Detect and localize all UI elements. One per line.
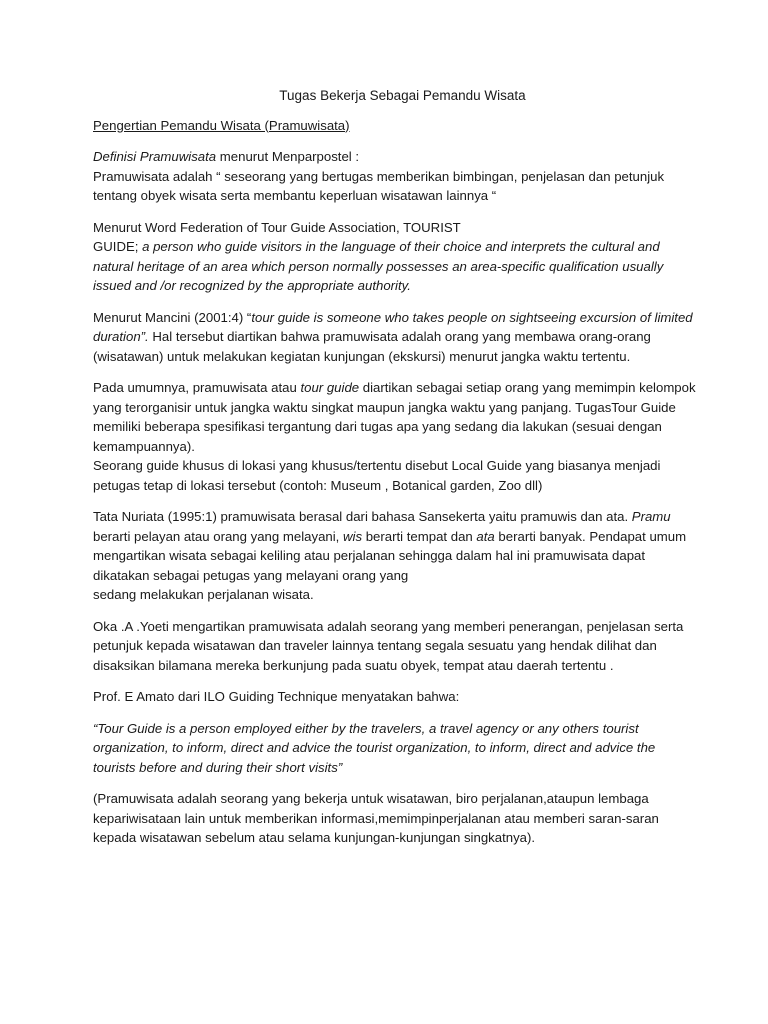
definisi-label-line [93, 147, 698, 167]
mancini-rest: Hal tersebut diartikan bahwa pramuwisata adalah orang yang membawa orang-orang (wisatawan) untuk melakukan kegiatan kunjungan (ekskursi) menurut jangka waktu tertentu. [93, 329, 651, 364]
paragraph-yoeti: Oka .A .Yoeti mengartikan pramuwisata adalah seorang yang memberi penerangan, penjelasan serta petunjuk kepada wisatawan dan traveler lainnya tentang segala sesuatu yang hendak dilihat dan disaksikan bilamana mereka berkunjung pada suatu obyek, tempat atau daerah tertentu . [93, 618, 684, 673]
mancini-prefix: Menurut Mancini (2001:4) “ [93, 309, 252, 325]
nuriata-part4: berarti banyak. Pendapat umum mengartikan wisata sebagai keliling atau perjalanan sehingga dalam hal ini pramuwisata dapat dikatakan sebagai petugas yang melayani orang yang [93, 528, 687, 583]
nuriata-wis: wis [343, 528, 363, 544]
umumnya-prefix: Pada umumnya, pramuwisata atau [93, 380, 301, 395]
paragraph-mancini [93, 308, 698, 367]
nuriata-ata: ata [476, 528, 495, 544]
definisi-label: Definisi Pramuwisata [93, 149, 217, 164]
wfta-line1: Menurut Word Federation of Tour Guide Association, TOURIST [93, 219, 461, 235]
definisi-text: Pramuwisata adalah “ seseorang yang bertugas memberikan bimbingan, penjelasan dan petunjuk tentang obyek wisata serta membantu keperluan wisatawan lainnya “ [93, 168, 665, 203]
section-heading: Pengertian Pemandu Wisata (Pramuwisata) [93, 117, 350, 133]
wfta-guide-label: GUIDE; [93, 239, 139, 254]
paragraph-definisi [93, 147, 698, 206]
paragraph-wfta [93, 218, 698, 296]
nuriata-part3: berarti tempat dan [362, 528, 477, 544]
local-guide-text: Seorang guide khusus di lokasi yang khusus/tertentu disebut Local Guide yang biasanya menjadi petugas tetap di lokasi tersebut (contoh: Museum , Botanical garden, Zoo dll) [93, 458, 661, 493]
paragraph-amato: Prof. E Amato dari ILO Guiding Technique menyatakan bahwa: [93, 689, 460, 704]
umumnya-rest: diartikan sebagai setiap orang yang memimpin kelompok yang terorganisir untuk jangka waktu singkat maupun jangka waktu yang panjang. TugasTour Guide memiliki beberapa spesifikasi tergantung dari tugas apa yang sedang dia lakukan (sesuai dengan kemampuannya). [93, 380, 696, 454]
paragraph-ilo-quote [93, 719, 698, 778]
nuriata-pramu: Pramu [631, 509, 671, 524]
nuriata-last-line: sedang melakukan perjalanan wisata. [93, 587, 314, 602]
paragraph-translation: (Pramuwisata adalah seorang yang bekerja untuk wisatawan, biro perjalanan,ataupun lembaga kepariwisataan lain untuk memberikan informasi,memimpinperjalanan atau memberi saran-saran kepada wisatawan sebelum atau selama kunjungan-kunjungan singkatnya). [93, 791, 659, 845]
paragraph-nuriata [93, 507, 698, 605]
mancini-quote: tour guide is someone who takes people on sightseeing excursion of limited duration”. [93, 309, 693, 344]
umumnya-italic: tour guide [300, 380, 360, 395]
definisi-label-rest: menurut Menparpostel : [216, 149, 360, 164]
ilo-quote-text: “Tour Guide is a person employed either by the travelers, a travel agency or any others tourist organization, to inform, direct and advice the tourist organization, to inform, direct and advice the tourists before and during their short visits” [93, 720, 656, 775]
nuriata-prefix: Tata Nuriata (1995:1) pramuwisata berasal dari bahasa Sansekerta yaitu pramuwis dan ata. [93, 509, 632, 524]
paragraph-umumnya [93, 378, 698, 495]
wfta-quote: a person who guide visitors in the language of their choice and interprets the cultural and natural heritage of an area which person normally possesses an area-specific qualification usually issued and /or recognized by the appropriate authority. [93, 239, 664, 293]
document-title: Tugas Bekerja Sebagai Pemandu Wisata [279, 88, 526, 103]
nuriata-part2: berarti pelayan atau orang yang melayani, [93, 528, 343, 544]
